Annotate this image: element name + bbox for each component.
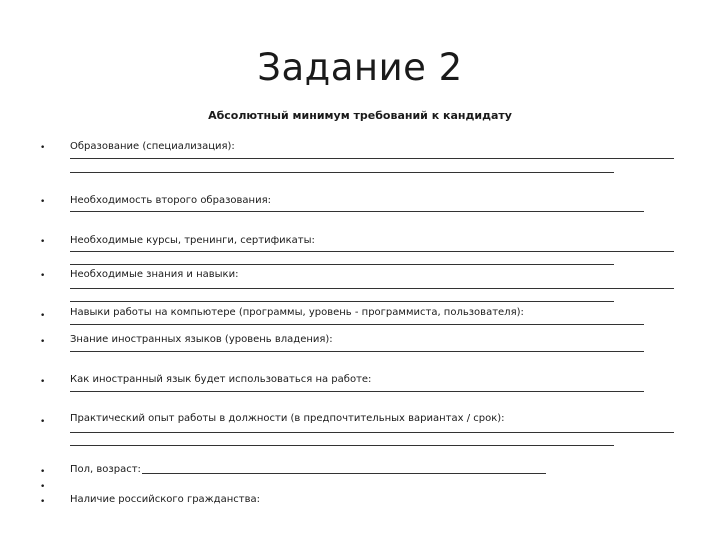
bullet: •	[40, 271, 46, 281]
bullet: •	[40, 467, 46, 477]
bullet: •	[40, 497, 46, 507]
item-label: Пол, возраст:	[70, 464, 141, 475]
item-label: Навыки работы на компьютере (программы, уровень - программиста, пользователя):	[70, 307, 524, 318]
item-label: Образование (специализация):	[70, 141, 235, 152]
answer-line[interactable]	[70, 391, 644, 392]
bullet: •	[40, 482, 46, 492]
answer-line[interactable]	[70, 351, 644, 352]
item-label: Необходимые курсы, тренинги, сертификаты:	[70, 235, 315, 246]
item-label: Практический опыт работы в должности (в предпочтительных вариантах / срок):	[70, 413, 505, 424]
bullet: •	[40, 311, 46, 321]
answer-line[interactable]	[70, 301, 614, 302]
bullet: •	[40, 377, 46, 387]
item-label: Необходимость второго образования:	[70, 195, 271, 206]
item-label: Наличие российского гражданства:	[70, 494, 260, 505]
bullet: •	[40, 337, 46, 347]
answer-line[interactable]	[70, 288, 674, 289]
answer-line[interactable]	[70, 324, 644, 325]
item-label: Как иностранный язык будет использоваться на работе:	[70, 374, 372, 385]
answer-line[interactable]	[70, 445, 614, 446]
page-subtitle: Абсолютный минимум требований к кандидату	[208, 109, 512, 122]
answer-line[interactable]	[70, 211, 644, 212]
answer-line[interactable]	[70, 251, 674, 252]
answer-line[interactable]	[142, 473, 546, 474]
item-label: Необходимые знания и навыки:	[70, 269, 239, 280]
answer-line[interactable]	[70, 158, 674, 159]
bullet: •	[40, 143, 46, 153]
answer-line[interactable]	[70, 264, 614, 265]
answer-line[interactable]	[70, 432, 674, 433]
bullet: •	[40, 417, 46, 427]
item-label: Знание иностранных языков (уровень владения):	[70, 334, 333, 345]
bullet: •	[40, 197, 46, 207]
page-title: Задание 2	[257, 46, 463, 89]
bullet: •	[40, 237, 46, 247]
answer-line[interactable]	[70, 172, 614, 173]
